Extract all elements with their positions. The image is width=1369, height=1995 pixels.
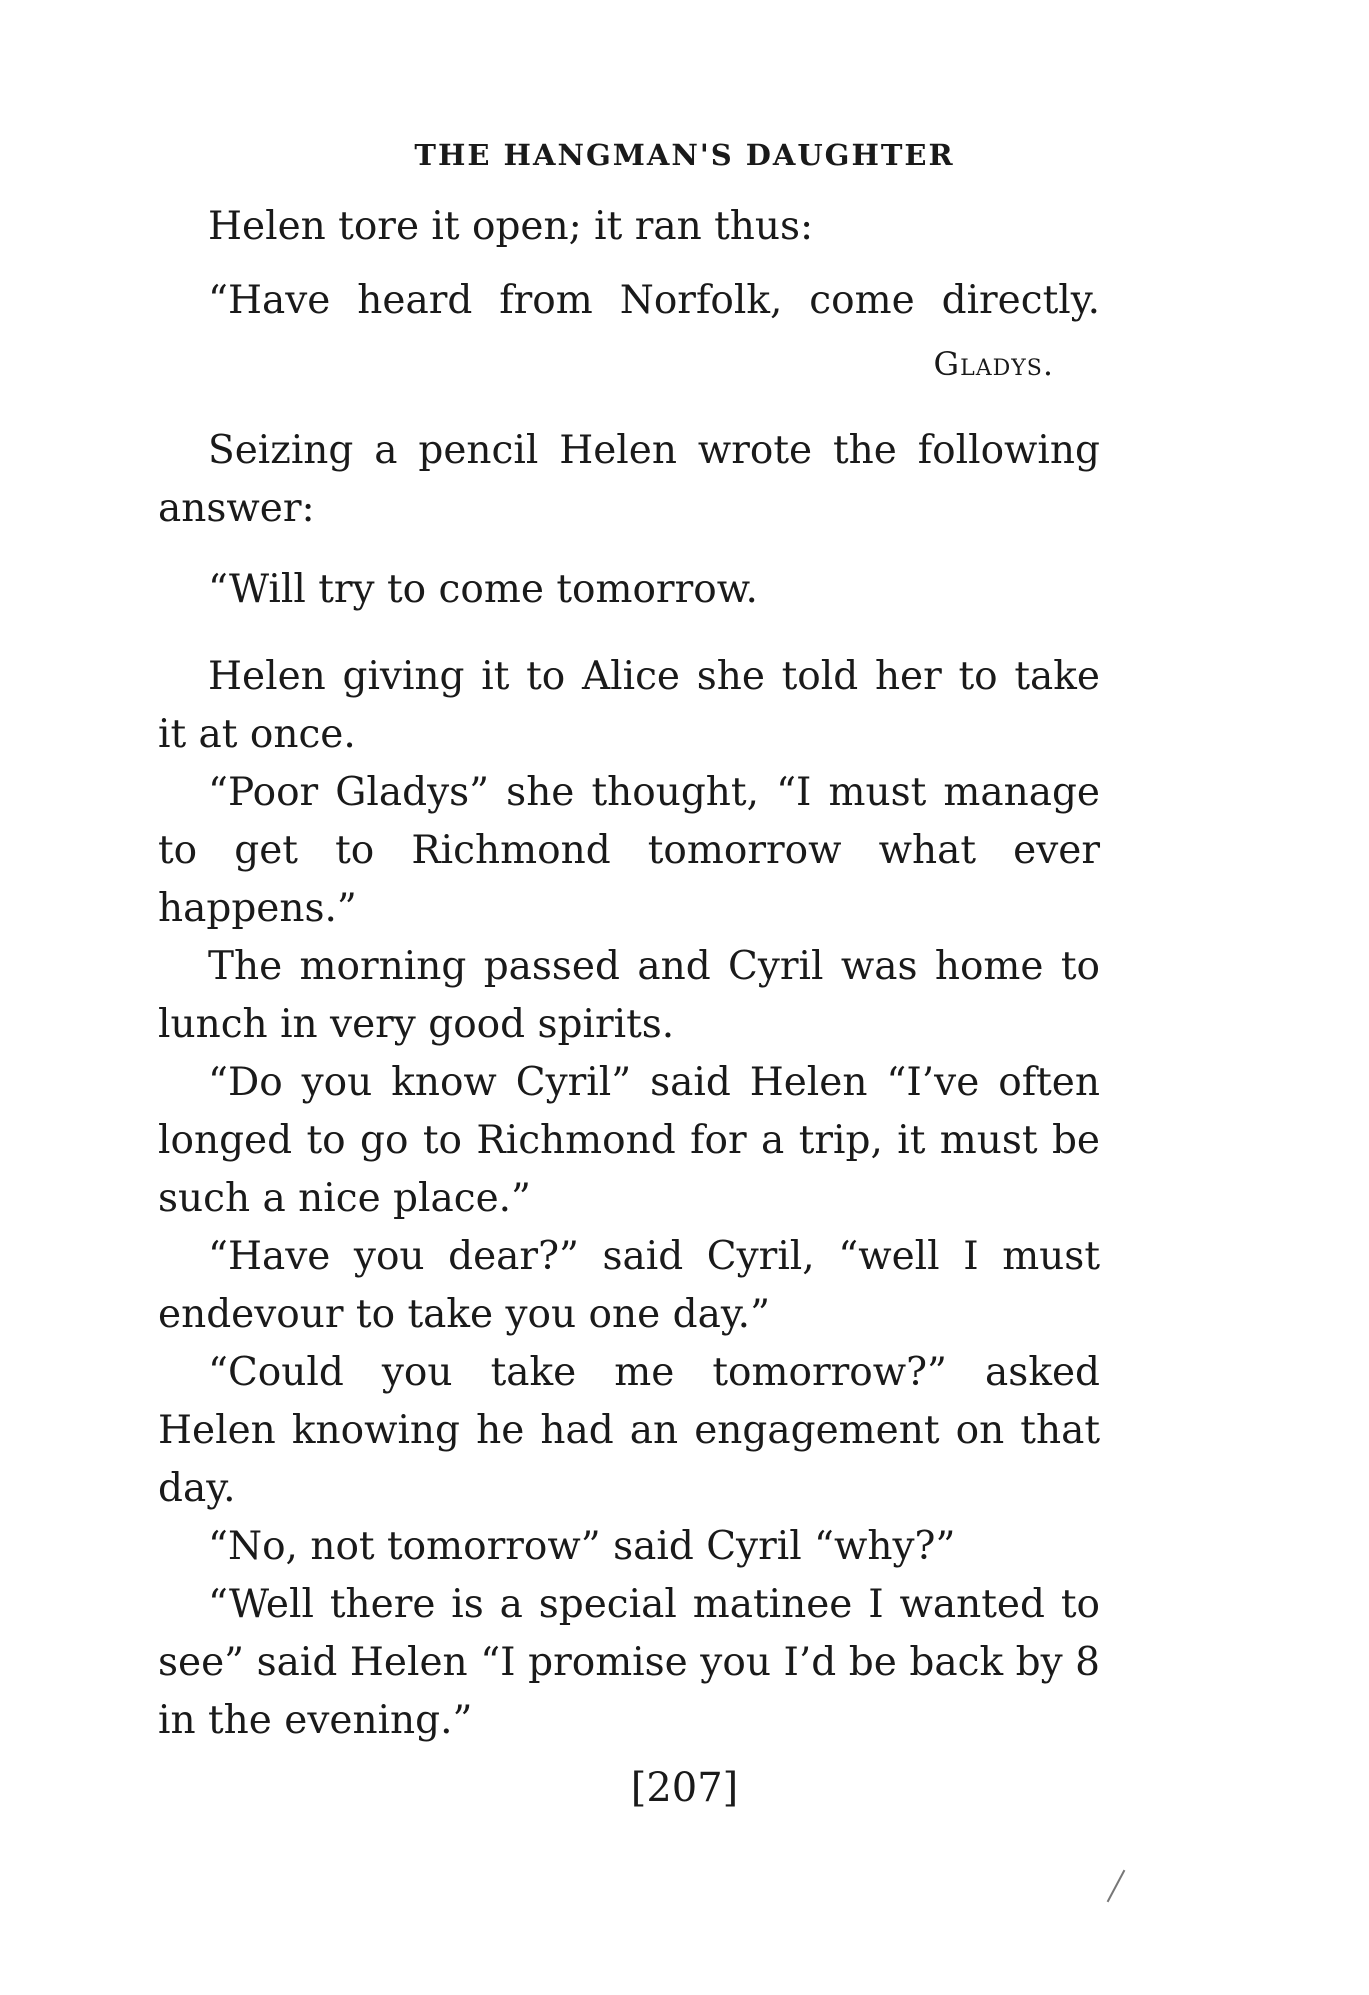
text-block-main xyxy=(158,648,1100,1750)
paragraph: “Have heard from Norfolk, come directly. xyxy=(208,278,1100,323)
paragraph: Helen giving it to Alice she told her to take it at once. xyxy=(158,654,1100,757)
telegram-text xyxy=(158,272,1100,330)
paragraph: “Well there is a special matinee I wanted to see” said Helen “I promise you I’d be back by 8 in the evening.” xyxy=(158,1582,1100,1743)
text-block-top xyxy=(158,198,1100,256)
telegram-signature: Gladys. xyxy=(933,345,1054,383)
running-head: THE HANGMAN'S DAUGHTER xyxy=(414,138,955,172)
paragraph: “No, not tomorrow” said Cyril “why?” xyxy=(208,1524,956,1569)
paragraph: The morning passed and Cyril was home to lunch in very good spirits. xyxy=(158,944,1100,1047)
paragraph: “Will try to come tomorrow. xyxy=(208,567,758,612)
pencil-mark xyxy=(1107,1870,1126,1903)
paragraph: “Poor Gladys” she thought, “I must manage to get to Richmond tomorrow what ever happens.” xyxy=(158,770,1100,931)
paragraph: “Have you dear?” said Cyril, “well I must endevour to take you one day.” xyxy=(158,1234,1100,1337)
page-number: [207] xyxy=(630,1765,739,1811)
paragraph: Helen tore it open; it ran thus: xyxy=(208,204,814,249)
reply-text xyxy=(158,561,1100,619)
paragraph: “Do you know Cyril” said Helen “I’ve often longed to go to Richmond for a trip, it must be such a nice place.” xyxy=(158,1060,1100,1221)
text-block-answer xyxy=(158,422,1100,538)
paragraph: “Could you take me tomorrow?” asked Helen knowing he had an engagement on that day. xyxy=(158,1350,1100,1511)
paragraph: Seizing a pencil Helen wrote the following answer: xyxy=(158,428,1100,531)
